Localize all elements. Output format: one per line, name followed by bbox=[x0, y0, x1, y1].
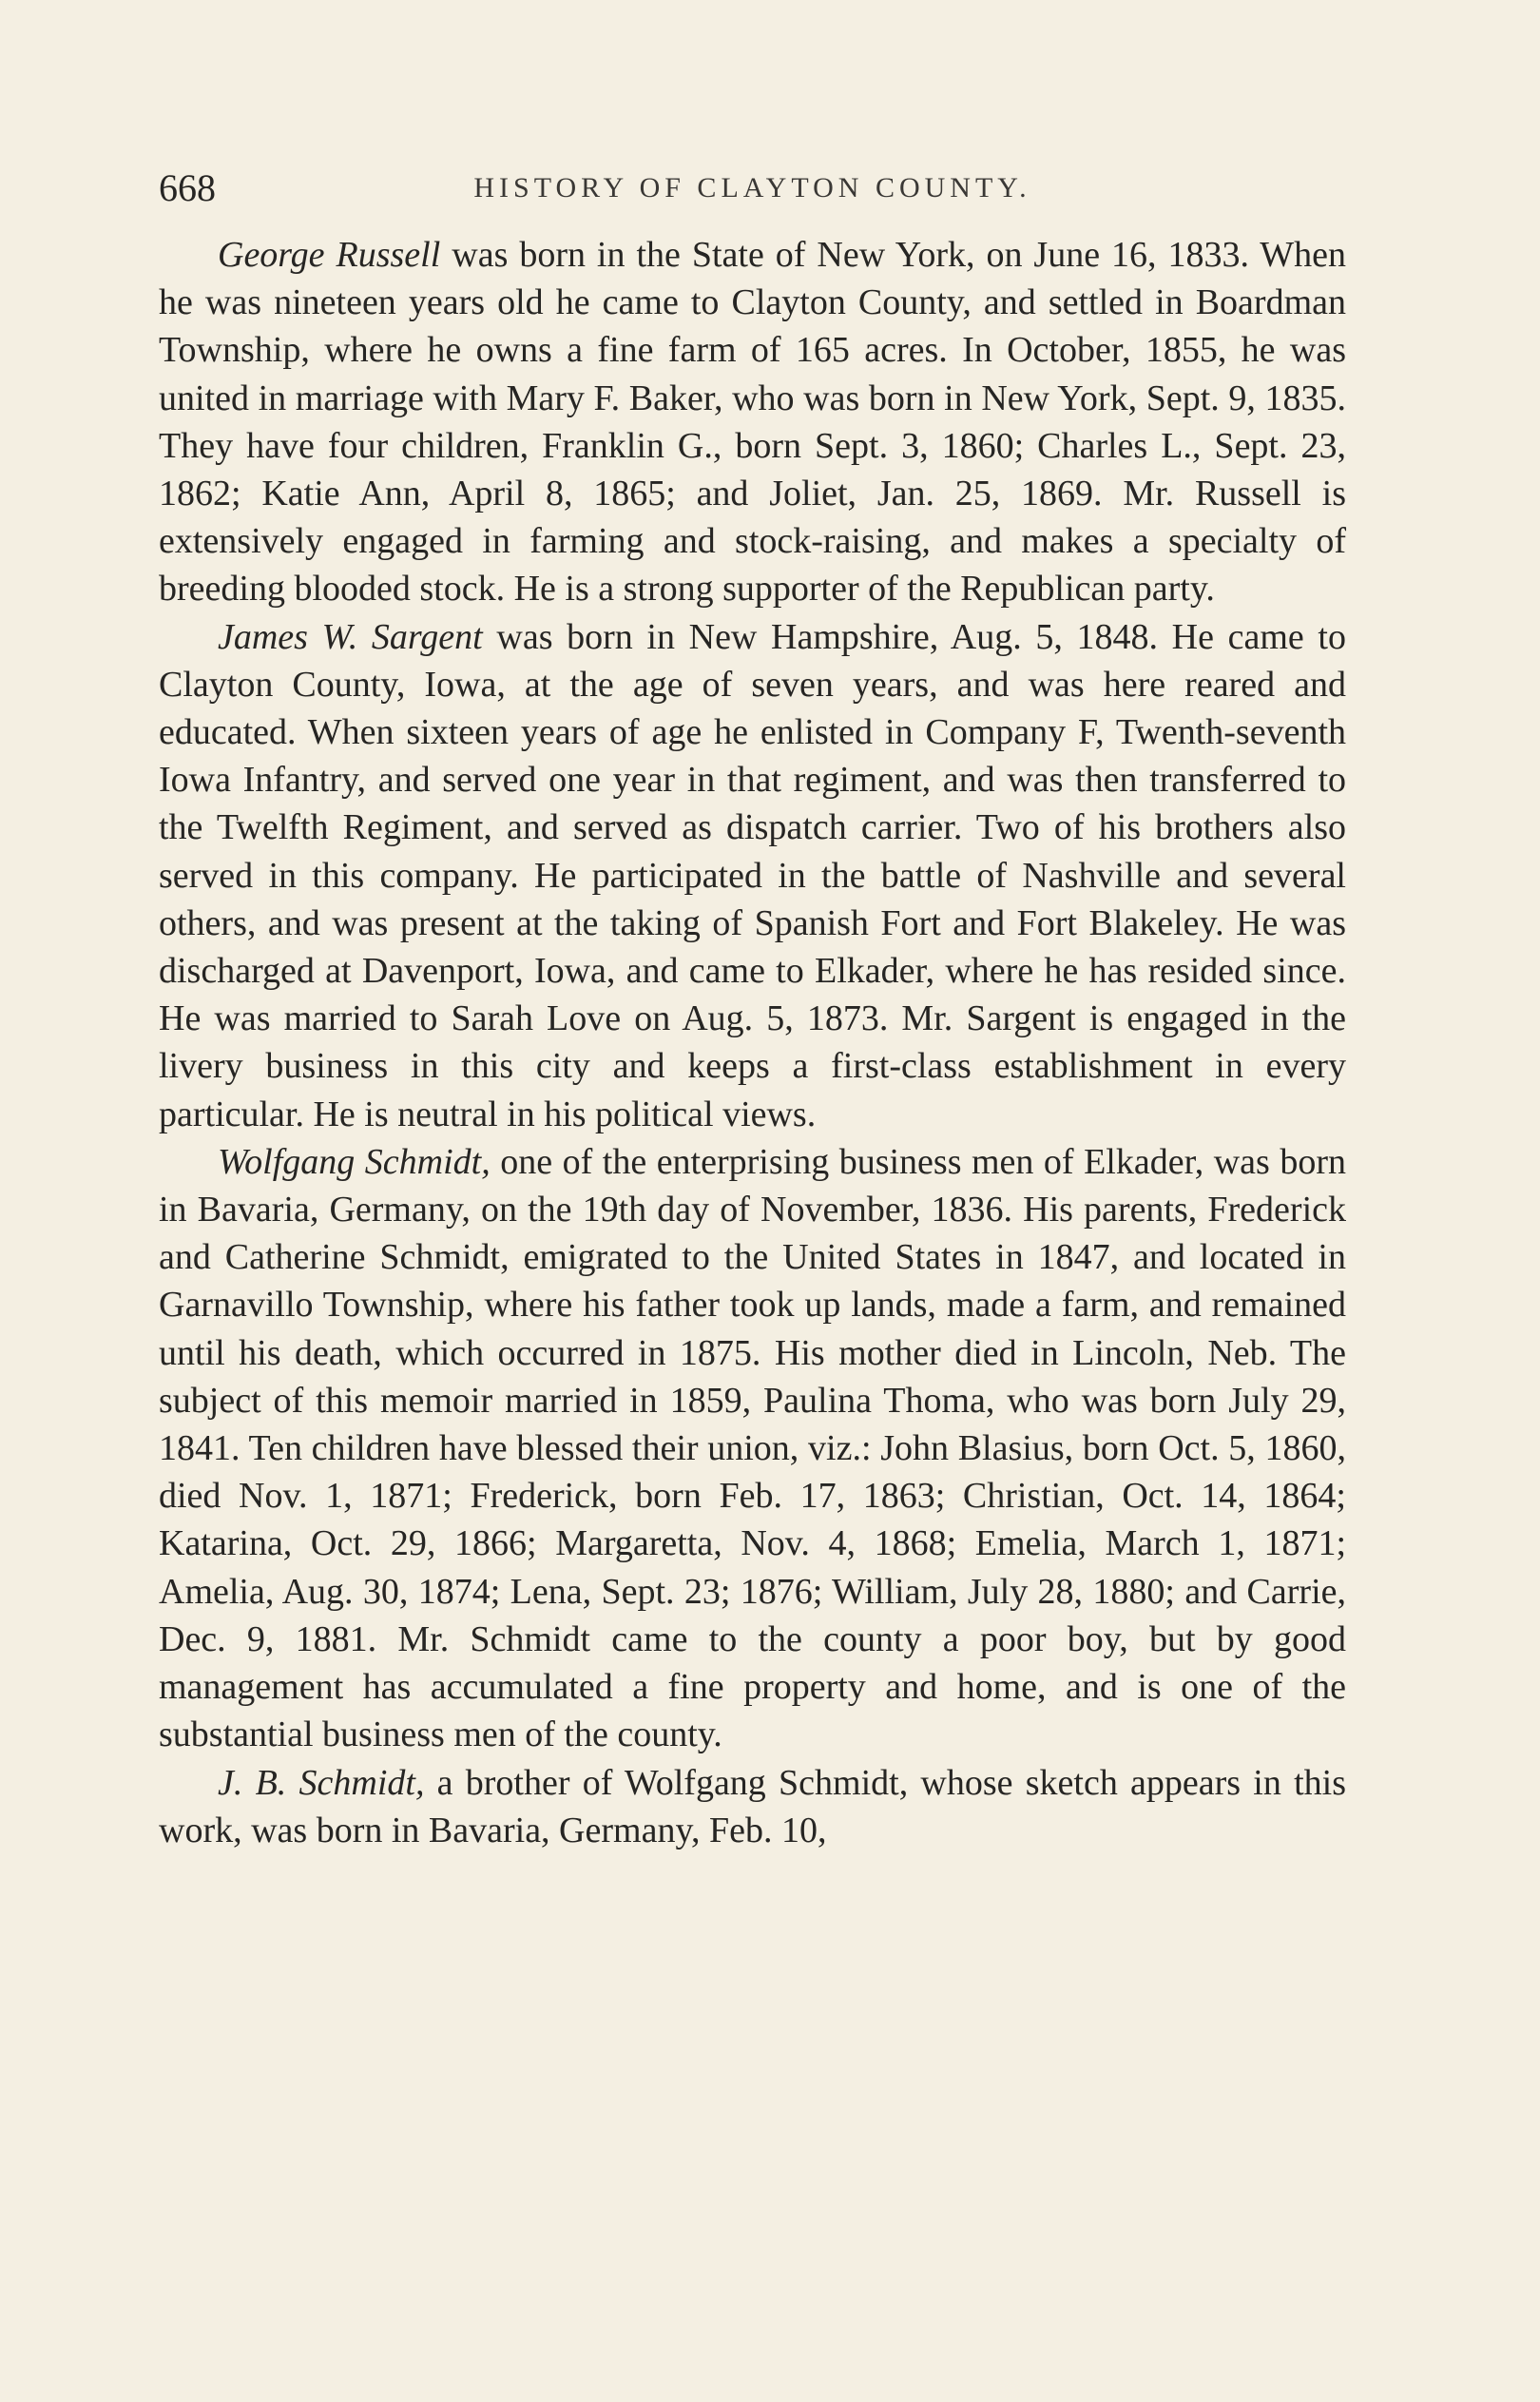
entry-text: was born in the State of New York, on June 16, 1833. When he was nineteen years old he came to Clayton County, and settled in Boardman Township, where he owns a fine farm of 165 acres. In October, 1855, he was united in marriage with Mary F. Baker, who was born in New York, Sept. 9, 1835. They have four children, Franklin G., born Sept. 3, 1860; Charles L., Sept. 23, 1862; Katie Ann, April 8, 1865; and Joliet, Jan. 25, 1869. Mr. Russell is extensively engaged in farming and stock-raising, and makes a specialty of breeding blooded stock. He is a strong supporter of the Republican party. bbox=[159, 235, 1347, 610]
biography-entry-russell bbox=[159, 231, 1346, 613]
biography-entry-wolfgang-schmidt bbox=[159, 1138, 1346, 1759]
biography-entry-jb-schmidt bbox=[159, 1759, 1346, 1854]
page-number: 668 bbox=[159, 166, 216, 209]
entry-text: a brother of Wolfgang Schmidt, whose sketch appears in this work, was born in Bavaria, Germany, Feb. 10, bbox=[159, 1762, 1346, 1850]
person-name: J. B. Schmidt, bbox=[218, 1762, 425, 1803]
person-name: James W. Sargent bbox=[218, 616, 483, 657]
biography-text bbox=[159, 231, 1346, 1854]
person-name: George Russell bbox=[218, 235, 441, 275]
biography-entry-sargent bbox=[159, 613, 1346, 1138]
page-header bbox=[159, 164, 1346, 213]
entry-text: was born in New Hampshire, Aug. 5, 1848. He came to Clayton County, Iowa, at the age of seven years, and was here reared and educated. When sixteen years of age he enlisted in Company F, Twenth-seventh Iowa Infantry, and served one year in that regiment, and was then transferred to the Twelfth Regiment, and served as dispatch carrier. Two of his brothers also served in this company. He participated in the battle of Nashville and several others, and was present at the taking of Spanish Fort and Fort Blakeley. He was discharged at Davenport, Iowa, and came to Elkader, where he has resided since. He was married to Sarah Love on Aug. 5, 1873. Mr. Sargent is engaged in the livery business in this city and keeps a first-class establishment in every particular. He is neutral in his political views. bbox=[159, 616, 1346, 1134]
person-name: Wolfgang Schmidt, bbox=[218, 1141, 491, 1182]
running-title: HISTORY OF CLAYTON COUNTY. bbox=[473, 172, 1031, 203]
entry-text: one of the enterprising business men of Elkader, was born in Bavaria, Germany, on the 19th day of November, 1836. His parents, Frederick and Catherine Schmidt, emigrated to the United States in 1847, and located in Garnavillo Township, where his father took up lands, made a farm, and remained until his death, which occurred in 1875. His mother died in Lincoln, Neb. The subject of this memoir married in 1859, Paulina Thoma, who was born July 29, 1841. Ten children have blessed their union, viz.: John Blasius, born Oct. 5, 1860, died Nov. 1, 1871; Frederick, born Feb. 17, 1863; Christian, Oct. 14, 1864; Katarina, Oct. 29, 1866; Margaretta, Nov. 4, 1868; Emelia, March 1, 1871; Amelia, Aug. 30, 1874; Lena, Sept. 23; 1876; William, July 28, 1880; and Carrie, Dec. 9, 1881. Mr. Schmidt came to the county a poor boy, but by good management has accumulated a fine property and home, and is one of the substantial business men of the county. bbox=[159, 1141, 1346, 1755]
